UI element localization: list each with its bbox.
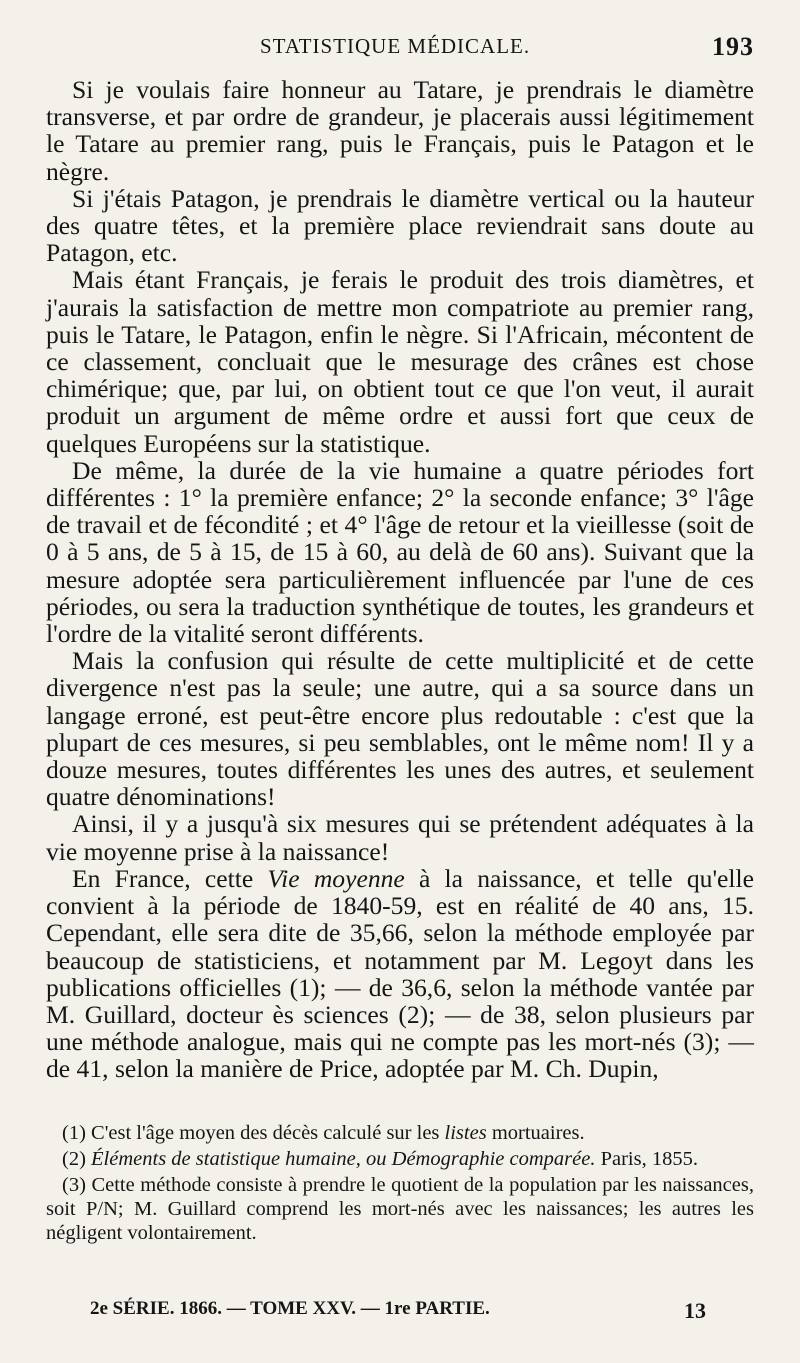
body-text (46, 76, 754, 1083)
running-title: STATISTIQUE MÉDICALE. (260, 34, 531, 58)
paragraph: Mais étant Français, je ferais le produit des trois diamètres, et j'aurais la satisfaction de mettre mon compatriote au premier rang, puis le Tatare, le Patagon, enfin le nègre. Si l'Africain, mécontent de ce classement, concluait que le mesurage des crânes est chose chimérique; que, par lui, on obtient tout ce que l'on veut, il aurait produit un argument de même ordre et aussi fort que ceux de quelques Européens sur la statistique. (46, 265, 754, 458)
footnote-text: mortuaires. (486, 1121, 585, 1144)
paragraph: De même, la durée de la vie humaine a quatre périodes fort différentes : 1° la première enfance; 2° la seconde enfance; 3° l'âge de travail et de fécondité ; et 4° l'âge de retour et la vieillesse (soit de 0 à 5 ans, de 5 à 15, de 15 à 60, au delà de 60 ans). Suivant que la mesure adoptée sera particulièrement influencée par l'une de ces périodes, ou sera la traduction synthétique de toutes, les grandeurs et l'ordre de la vitalité seront différents. (46, 455, 754, 649)
footnote-1 (46, 1121, 754, 1145)
series-line: 2e SÉRIE. 1866. — TOME XXV. — 1re PARTIE. (90, 1298, 490, 1319)
footnote-text: Cette méthode consiste à prendre le quotient de la population par les naissances, soit P/N; M. Guillard comprend les mort-nés avec les naissances; les autres les négligent volontairement. (46, 1173, 754, 1244)
page-header (46, 34, 754, 68)
text-run: à la naissance, et telle qu'elle convient à la période de 1840-59, est en réalité de 40 ans, 15. Cependant, elle sera dite de 35,66, selon la méthode employée par beaucoup de statisticiens, et notamment par M. Legoyt dans les publications officielles (1); — de 36,6, selon la méthode vantée par M. Guillard, docteur ès sciences (2); — de 38, selon plusieurs par une méthode analogue, mais qui ne compte pas les mort-nés (3); — de 41, selon la manière de Price, adoptée par M. Ch. Dupin, (46, 863, 754, 1084)
italic-term: Vie moyenne (267, 863, 405, 893)
footnote-text: C'est l'âge moyen des décès calculé sur les (85, 1121, 445, 1144)
paragraph: Ainsi, il y a jusqu'à six mesures qui se prétendent adéquates à la vie moyenne prise à la naissance! (46, 809, 754, 866)
footnote-2 (46, 1147, 754, 1171)
paragraph: Si je voulais faire honneur au Tatare, je prendrais le diamètre transverse, et par ordre de grandeur, je placerais aussi légitimement le Tatare au premier rang, puis le Français, puis le Patagon et le nègre. (46, 75, 754, 186)
paragraph: Si j'étais Patagon, je prendrais le diamètre vertical ou la hauteur des quatre têtes, et la première place reviendrait sans doute au Patagon, etc. (46, 183, 754, 268)
footnote-text: Paris, 1855. (595, 1147, 698, 1170)
footnote-mark: (3) (62, 1173, 86, 1196)
footnote-mark: (1) (62, 1121, 86, 1144)
signature-mark: 13 (684, 1298, 706, 1323)
text-run: En France, cette (72, 863, 268, 893)
footnote-3 (46, 1173, 754, 1245)
footnote-italic: Éléments de statistique humaine, ou Démographie comparée. (85, 1147, 596, 1170)
paragraph: Mais la confusion qui résulte de cette multiplicité et de cette divergence n'est pas la seule; une autre, qui a sa source dans un langage erroné, est peut-être encore plus redoutable : c'est que la plupart de ces mesures, si peu semblables, ont le même nom! Il y a douze mesures, toutes différentes les unes des autres, et seulement quatre dénominations! (46, 646, 754, 812)
footnote-italic: listes (444, 1121, 487, 1144)
paragraph (46, 865, 754, 1083)
page-number: 193 (712, 32, 754, 61)
footnotes (46, 1121, 754, 1245)
footnote-mark: (2) (62, 1147, 86, 1170)
